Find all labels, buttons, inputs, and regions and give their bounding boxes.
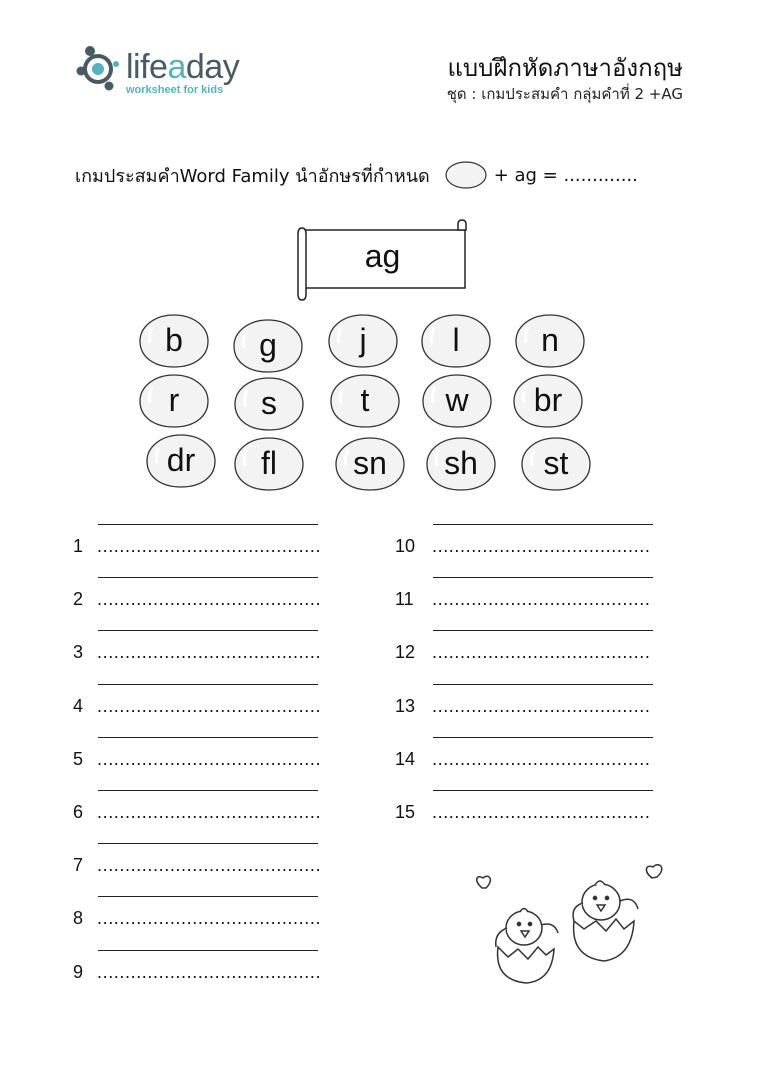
row-number: 13 [395, 695, 416, 716]
answer-dots: ....................................... [432, 642, 651, 663]
row-number: 11 [395, 589, 414, 610]
egg-letter: w [445, 382, 469, 418]
instruction-line [75, 160, 638, 190]
letter-egg [420, 313, 492, 369]
egg-letter: br [533, 382, 563, 418]
answer-dots: ........................................ [97, 695, 322, 716]
answer-line[interactable] [433, 737, 653, 738]
egg-letter: sh [444, 445, 478, 481]
answer-line[interactable] [98, 524, 318, 525]
answer-line[interactable] [98, 630, 318, 631]
answer-line[interactable] [98, 790, 318, 791]
letter-egg [334, 436, 406, 492]
egg-letter: sn [353, 445, 387, 481]
row-number: 1 [73, 536, 84, 556]
letter-egg [329, 373, 401, 429]
instruction-formula: + ag = ............. [493, 164, 638, 186]
answer-dots: ........................................ [97, 855, 322, 876]
word-family-label: ag [364, 238, 401, 274]
row-number: 4 [73, 695, 84, 716]
letter-egg [233, 376, 305, 432]
letter-egg [425, 436, 497, 492]
letter-egg [512, 373, 584, 429]
answer-dots: ........................................ [97, 961, 322, 982]
answer-dots: ....................................... [432, 589, 651, 610]
letter-egg [145, 433, 217, 489]
answer-dots: ........................................ [97, 642, 322, 663]
row-number: 8 [73, 908, 84, 929]
letter-egg [232, 318, 304, 374]
answer-line[interactable] [98, 896, 318, 897]
row-number: 9 [73, 961, 84, 982]
letter-egg [514, 313, 586, 369]
row-number: 12 [395, 642, 416, 663]
answer-line[interactable] [98, 950, 318, 951]
egg-letter: g [259, 327, 277, 363]
egg-letter: fl [261, 445, 277, 481]
answer-line[interactable] [433, 524, 653, 525]
letter-egg [520, 436, 592, 492]
egg-blank-icon [444, 160, 488, 190]
row-number: 3 [73, 642, 84, 663]
row-number: 14 [395, 748, 416, 769]
answer-line[interactable] [433, 630, 653, 631]
page-title: แบบฝึกหัดภาษาอังกฤษ [447, 54, 683, 82]
egg-letter: st [543, 445, 569, 481]
letter-egg [421, 373, 493, 429]
egg-letter: r [168, 382, 180, 418]
letter-egg [327, 313, 399, 369]
logo-molecule-icon [76, 44, 124, 94]
brand-logo [76, 44, 276, 104]
hatching-chicks-illustration [466, 855, 676, 990]
row-number: 15 [395, 802, 416, 822]
answer-line[interactable] [98, 577, 318, 578]
row-number: 5 [73, 748, 84, 769]
answer-line[interactable] [433, 577, 653, 578]
row-number: 6 [73, 802, 84, 822]
answer-line[interactable] [98, 737, 318, 738]
answer-line[interactable] [98, 843, 318, 844]
answer-dots: ........................................ [97, 748, 322, 769]
answer-dots: ........................................ [97, 908, 322, 929]
brand-name: lifeaday [126, 48, 240, 86]
answer-line[interactable] [433, 790, 653, 791]
row-number: 2 [73, 589, 84, 610]
row-number: 7 [73, 855, 84, 876]
answer-dots: ....................................... [432, 802, 651, 822]
egg-letter: b [165, 322, 183, 358]
letter-egg [138, 313, 210, 369]
egg-letter: j [359, 322, 367, 358]
page-subtitle: ชุด : เกมประสมคำ กลุ่มคำที่ 2 +AG [446, 85, 683, 103]
egg-letter: s [261, 385, 277, 421]
row-number: 10 [395, 536, 416, 556]
letter-egg [138, 373, 210, 429]
brand-tagline: worksheet for kids [126, 84, 224, 96]
answer-line[interactable] [98, 684, 318, 685]
answer-dots: ....................................... [432, 536, 651, 556]
answer-dots: ........................................ [97, 589, 322, 610]
egg-letter: n [541, 322, 559, 358]
answer-dots: ........................................ [97, 802, 322, 822]
egg-letter: t [360, 382, 370, 418]
egg-letter: l [452, 322, 460, 358]
egg-letter: dr [166, 442, 196, 478]
instruction-text: เกมประสมคำWord Family นำอักษรที่กำหนด [75, 165, 430, 187]
answer-dots: ....................................... [432, 695, 651, 716]
answer-dots: ....................................... [432, 748, 651, 769]
answer-dots: ........................................ [97, 536, 322, 556]
answer-line[interactable] [433, 684, 653, 685]
letter-egg [233, 436, 305, 492]
